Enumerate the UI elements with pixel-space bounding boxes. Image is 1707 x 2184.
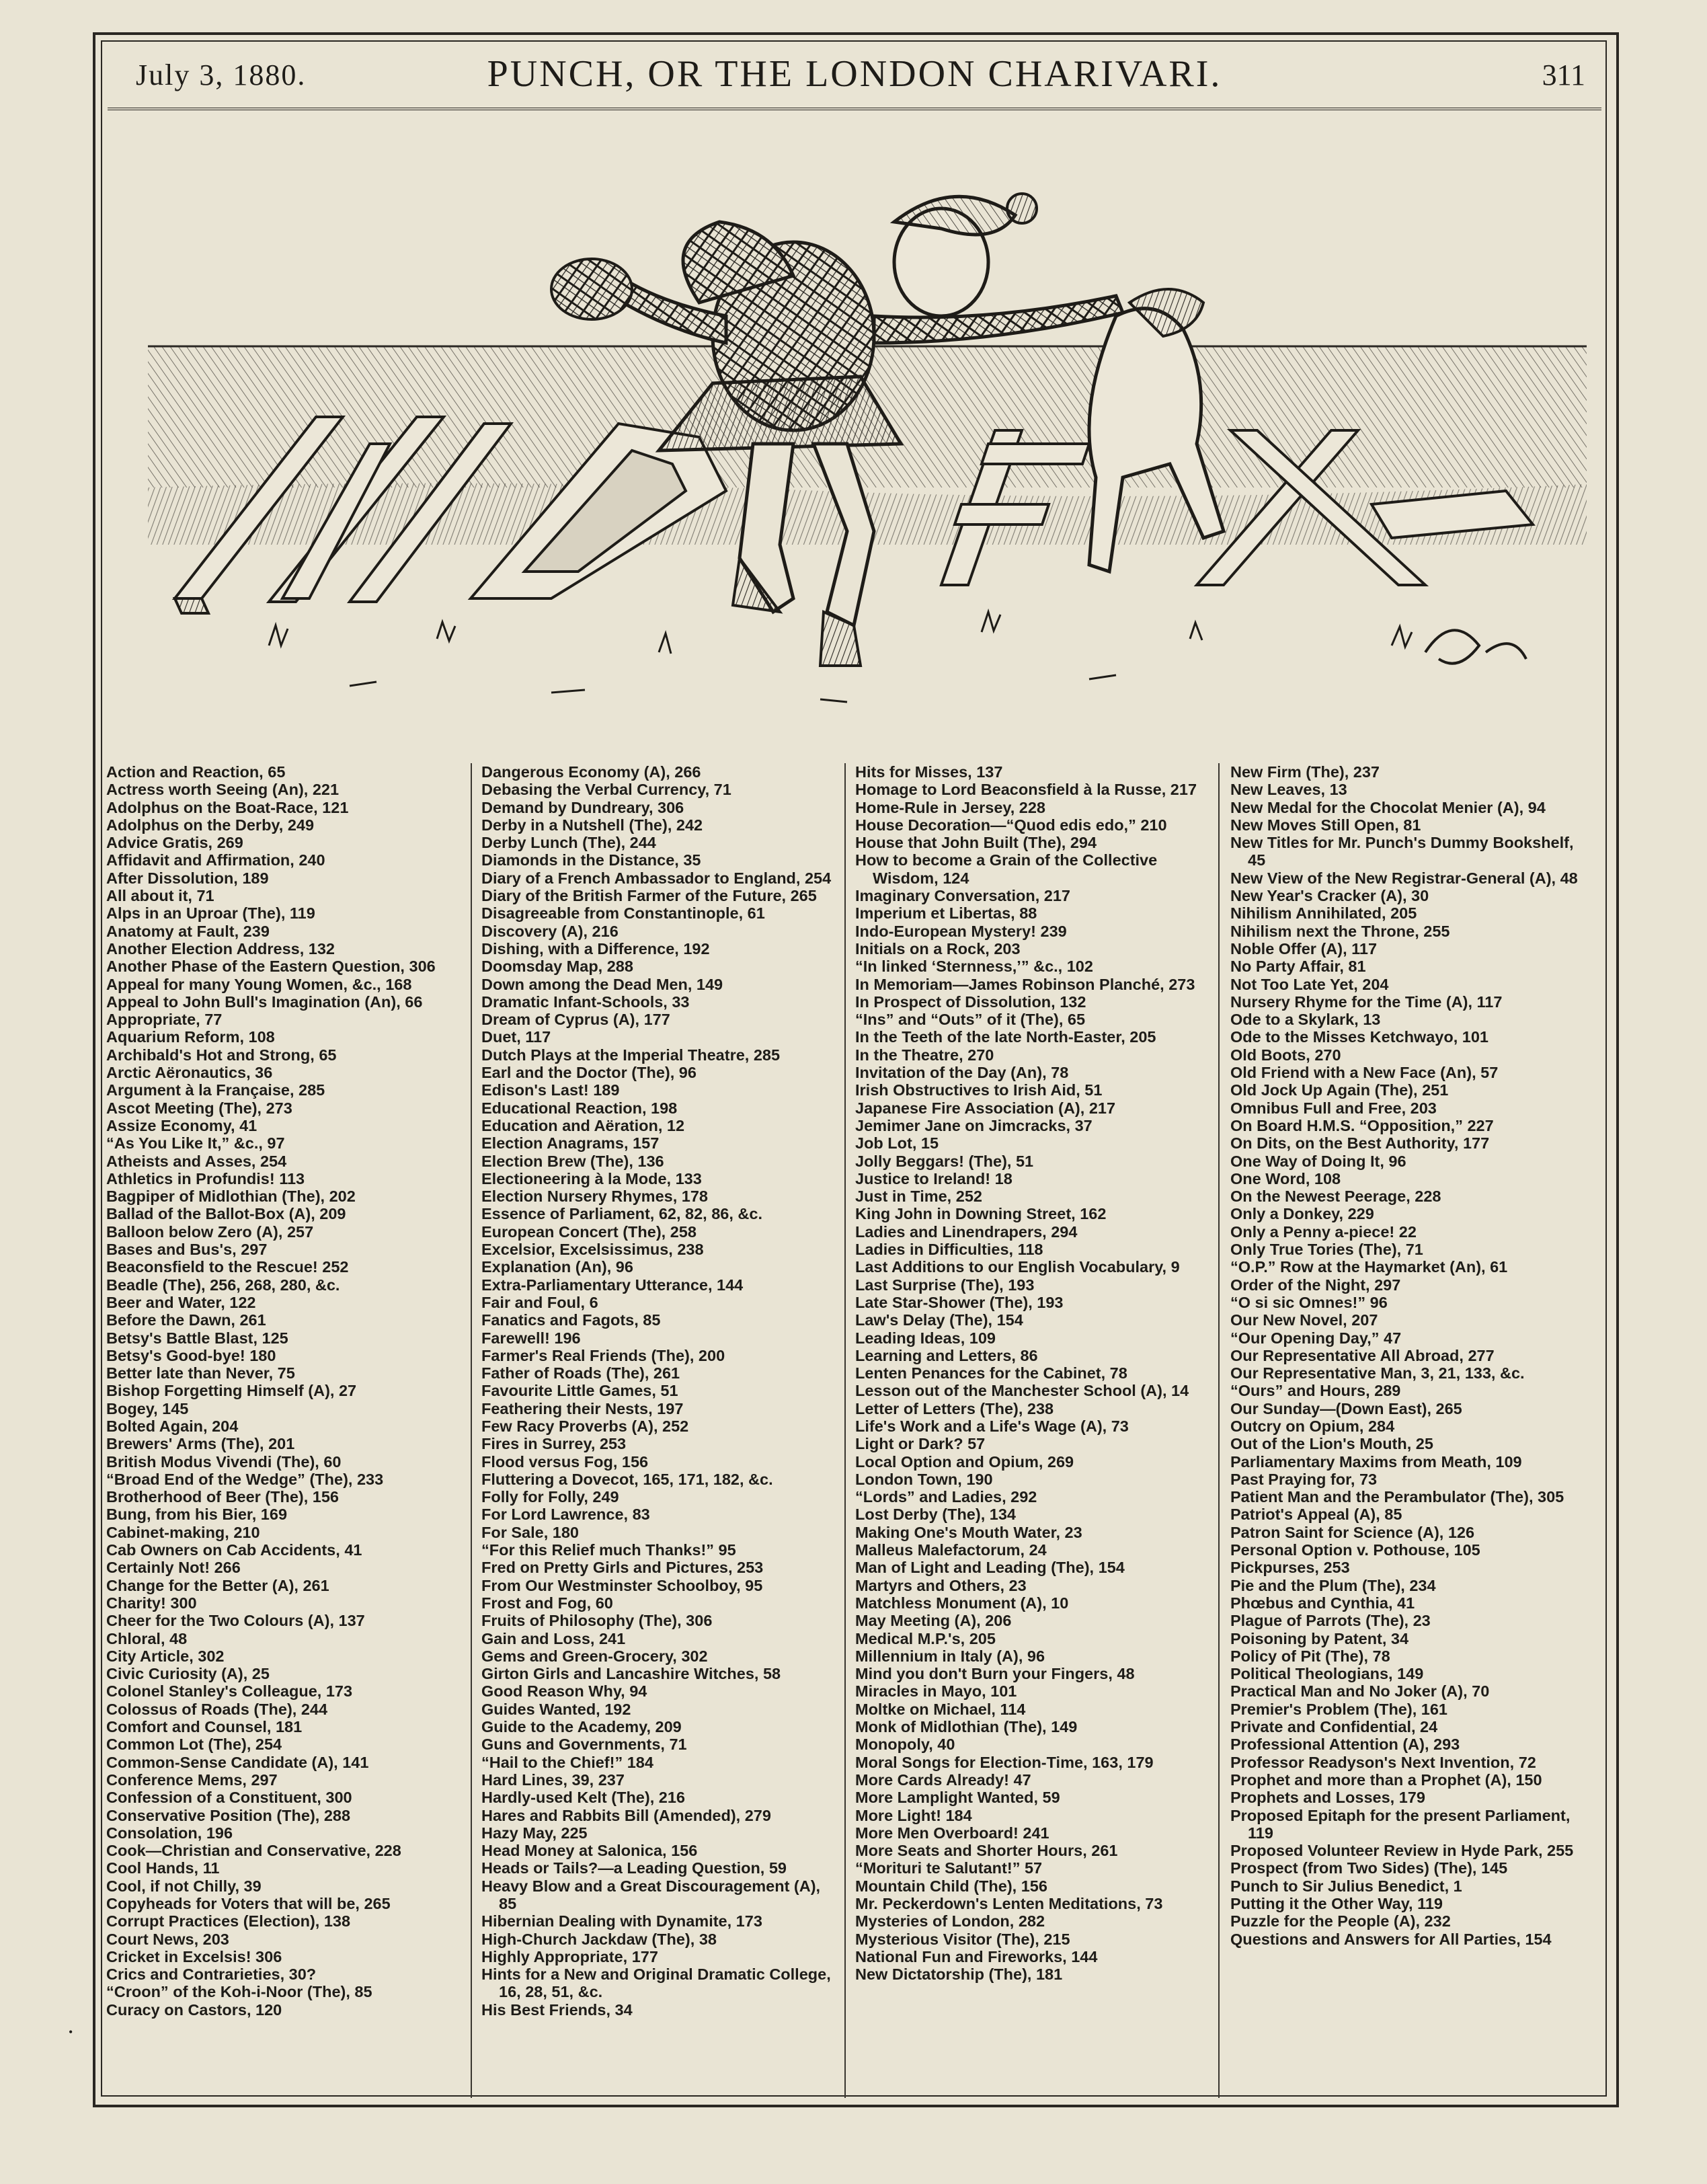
index-entry: Chloral, 48 (106, 1629, 188, 1647)
index-entry: “O si sic Omnes!” 96 (1230, 1293, 1388, 1311)
index-entry: Noble Offer (A), 117 (1230, 939, 1378, 958)
page-header (108, 46, 1601, 110)
index-entry: Beer and Water, 122 (106, 1293, 256, 1311)
index-entry: Favourite Little Games, 51 (481, 1382, 678, 1400)
index-entry: “Morituri te Salutant!” 57 (855, 1859, 1043, 1877)
index-entry: Mr. Peckerdown's Lenten Meditations, 73 (855, 1895, 1163, 1912)
index-entry: Questions and Answers for All Parties, 154 (1230, 1930, 1552, 1948)
index-entry: Beaconsfield to the Rescue! 252 (106, 1258, 349, 1276)
index-entry: Edison's Last! 189 (481, 1081, 620, 1099)
index-entry: Not Too Late Yet, 204 (1230, 975, 1389, 993)
index-entry: Only a Donkey, 229 (1230, 1205, 1374, 1223)
index-entry: Private and Confidential, 24 (1230, 1718, 1438, 1736)
index-entry: Lesson out of the Manchester School (A), 14 (855, 1382, 1189, 1400)
index-entry: Colossus of Roads (The), 244 (106, 1700, 328, 1718)
index-entry: New Year's Cracker (A), 30 (1230, 887, 1429, 905)
index-entry: “Lords” and Ladies, 292 (855, 1488, 1037, 1506)
index-entry: On Dits, on the Best Authority, 177 (1230, 1134, 1490, 1153)
index-entry: Old Jock Up Again (The), 251 (1230, 1081, 1449, 1099)
index-entry: Ode to a Skylark, 13 (1230, 1011, 1381, 1029)
index-entry: Aquarium Reform, 108 (106, 1028, 275, 1046)
index-entry: Crics and Contrarieties, 30? (106, 1965, 317, 1984)
index-entry: Leading Ideas, 109 (855, 1329, 996, 1347)
index-entry: High-Church Jackdaw (The), 38 (481, 1930, 717, 1948)
index-entry: Hits for Misses, 137 (855, 763, 1003, 781)
index-entry: Disagreeable from Constantinople, 61 (481, 904, 765, 923)
index-entry: “Ours” and Hours, 289 (1230, 1382, 1401, 1400)
index-entry: Our Representative All Abroad, 277 (1230, 1346, 1495, 1364)
index-entry: Letter of Letters (The), 238 (855, 1399, 1054, 1417)
index-entry: Beadle (The), 256, 268, 280, &c. (106, 1276, 340, 1294)
index-entry: Phœbus and Cynthia, 41 (1230, 1594, 1415, 1612)
index-entry: Practical Man and No Joker (A), 70 (1230, 1682, 1490, 1701)
index-entry: “As You Like It,” &c., 97 (106, 1134, 285, 1153)
index-entry: Imperium et Libertas, 88 (855, 904, 1037, 923)
index-entry: Ladies in Difficulties, 118 (855, 1241, 1043, 1259)
index-entry: Cook—Christian and Conservative, 228 (106, 1842, 401, 1860)
index-entry: Flood versus Fog, 156 (481, 1452, 649, 1471)
index-entry: Our New Novel, 207 (1230, 1311, 1378, 1329)
index-entry: Consolation, 196 (106, 1824, 233, 1842)
index-entry: Anatomy at Fault, 239 (106, 922, 270, 940)
index-entry: Fair and Foul, 6 (481, 1293, 598, 1311)
index-entry: Few Racy Proverbs (A), 252 (481, 1417, 689, 1435)
index-entry: Atheists and Asses, 254 (106, 1152, 287, 1170)
index-entry: Indo-European Mystery! 239 (855, 922, 1067, 940)
index-entry: Head Money at Salonica, 156 (481, 1842, 698, 1860)
index-entry: “O.P.” Row at the Haymarket (An), 61 (1230, 1258, 1508, 1276)
index-entry: Feathering their Nests, 197 (481, 1399, 684, 1417)
index-entry: Order of the Night, 297 (1230, 1276, 1401, 1294)
index-entry: Pie and the Plum (The), 234 (1230, 1576, 1436, 1594)
page-number: 311 (1542, 58, 1585, 91)
index-entry: Fred on Pretty Girls and Pictures, 253 (481, 1559, 764, 1577)
index-entry: Mind you don't Burn your Fingers, 48 (855, 1665, 1135, 1683)
index-entry: Court News, 203 (106, 1930, 229, 1948)
index-entry: Bagpiper of Midlothian (The), 202 (106, 1187, 356, 1206)
index-entry: Cool, if not Chilly, 39 (106, 1877, 262, 1895)
index-entry: Plague of Parrots (The), 23 (1230, 1612, 1431, 1630)
index-entry: Fruits of Philosophy (The), 306 (481, 1612, 713, 1630)
index-entry: Frost and Fog, 60 (481, 1594, 613, 1612)
index-entry: Out of the Lion's Mouth, 25 (1230, 1435, 1433, 1453)
index-entry: Hibernian Dealing with Dynamite, 173 (481, 1912, 762, 1930)
index-entry: City Article, 302 (106, 1647, 225, 1665)
index-entry: Affidavit and Affirmation, 240 (106, 851, 325, 869)
index-entry: Civic Curiosity (A), 25 (106, 1665, 270, 1683)
index-entry: Late Star-Shower (The), 193 (855, 1293, 1064, 1311)
index-entry: Gems and Green-Grocery, 302 (481, 1647, 708, 1665)
index-entry: Fanatics and Fagots, 85 (481, 1311, 661, 1329)
index-entry: Hints for a New and Original Dramatic College, 16, 28, 51, &c. (481, 1965, 831, 2001)
index-entry: Past Praying for, 73 (1230, 1470, 1378, 1488)
index-entry: For Lord Lawrence, 83 (481, 1506, 650, 1524)
index-entry: May Meeting (A), 206 (855, 1612, 1012, 1630)
index-entry: Before the Dawn, 261 (106, 1311, 266, 1329)
index-entry: Prophets and Losses, 179 (1230, 1789, 1425, 1807)
index-entry: Electioneering à la Mode, 133 (481, 1169, 702, 1187)
index-entry: Putting it the Other Way, 119 (1230, 1895, 1443, 1912)
index-entry: Dramatic Infant-Schools, 33 (481, 992, 690, 1011)
index-entry: Punch to Sir Julius Benedict, 1 (1230, 1877, 1462, 1895)
index-entry: House Decoration—“Quod edis edo,” 210 (855, 816, 1167, 834)
index-entry: European Concert (The), 258 (481, 1222, 697, 1241)
index-entry: Cricket in Excelsis! 306 (106, 1947, 282, 1965)
index-entry: Dutch Plays at the Imperial Theatre, 285 (481, 1046, 781, 1064)
index-entry: New Leaves, 13 (1230, 781, 1347, 799)
index-entry: Dangerous Economy (A), 266 (481, 763, 701, 781)
index-entry: Jemimer Jane on Jimcracks, 37 (855, 1116, 1093, 1134)
index-entry: Learning and Letters, 86 (855, 1346, 1038, 1364)
index-entry: Light or Dark? 57 (855, 1435, 986, 1453)
index-entry: British Modus Vivendi (The), 60 (106, 1452, 342, 1471)
index-entry: Guides Wanted, 192 (481, 1700, 631, 1718)
index-entry: Better late than Never, 75 (106, 1364, 295, 1382)
index-entry: Explanation (An), 96 (481, 1258, 633, 1276)
index-column-4 (1230, 763, 1588, 2095)
index-entry: Monk of Midlothian (The), 149 (855, 1718, 1078, 1736)
index-entry: Highly Appropriate, 177 (481, 1947, 658, 1965)
index-entry: Moltke on Michael, 114 (855, 1700, 1026, 1718)
index-entry: Diary of the British Farmer of the Future, 265 (481, 887, 817, 905)
index-entry: Dream of Cyprus (A), 177 (481, 1011, 670, 1029)
index-entry: Derby Lunch (The), 244 (481, 834, 656, 852)
index-entry: Hares and Rabbits Bill (Amended), 279 (481, 1806, 771, 1824)
index-entry: Brewers' Arms (The), 201 (106, 1435, 295, 1453)
index-entry: More Light! 184 (855, 1806, 972, 1824)
index-entry: Malleus Malefactorum, 24 (855, 1541, 1047, 1559)
index-entry: Jolly Beggars! (The), 51 (855, 1152, 1034, 1170)
index-entry: Invitation of the Day (An), 78 (855, 1064, 1069, 1082)
index-entry: Our Sunday—(Down East), 265 (1230, 1399, 1462, 1417)
index-entry: House that John Built (The), 294 (855, 834, 1097, 852)
index-entry: Lost Derby (The), 134 (855, 1506, 1016, 1524)
index-cartoon-illustration (148, 128, 1587, 733)
index-entry: Bung, from his Bier, 169 (106, 1506, 288, 1524)
index-entry: Election Anagrams, 157 (481, 1134, 660, 1153)
index-entry: Betsy's Battle Blast, 125 (106, 1329, 288, 1347)
index-entry: Mysterious Visitor (The), 215 (855, 1930, 1070, 1948)
index-entry: Father of Roads (The), 261 (481, 1364, 680, 1382)
index-entry: Japanese Fire Association (A), 217 (855, 1099, 1116, 1117)
index-entry: Home-Rule in Jersey, 228 (855, 798, 1045, 816)
index-entry: Local Option and Opium, 269 (855, 1452, 1074, 1471)
index-entry: Election Nursery Rhymes, 178 (481, 1187, 708, 1206)
index-entry: Advice Gratis, 269 (106, 834, 243, 852)
masthead-title: PUNCH, OR THE LONDON CHARIVARI. (487, 53, 1222, 95)
index-entry: New Dictatorship (The), 181 (855, 1965, 1063, 1984)
index-entry: Bogey, 145 (106, 1399, 189, 1417)
index-entry: “Our Opening Day,” 47 (1230, 1329, 1402, 1347)
index-entry: Argument à la Française, 285 (106, 1081, 325, 1099)
index-entry: Professional Attention (A), 293 (1230, 1736, 1460, 1754)
index-entry: Professor Readyson's Next Invention, 72 (1230, 1753, 1536, 1771)
index-entry: New View of the New Registrar-General (A), 48 (1230, 869, 1578, 887)
index-entry: Comfort and Counsel, 181 (106, 1718, 303, 1736)
index-entry: After Dissolution, 189 (106, 869, 269, 887)
index-entry: Matchless Monument (A), 10 (855, 1594, 1069, 1612)
index-entry: Demand by Dundreary, 306 (481, 798, 684, 816)
index-entry: King John in Downing Street, 162 (855, 1205, 1107, 1223)
issue-date: July 3, 1880. (136, 58, 307, 91)
index-entry: Imaginary Conversation, 217 (855, 887, 1070, 905)
index-entry: Pickpurses, 253 (1230, 1559, 1350, 1577)
index-entry: Omnibus Full and Free, 203 (1230, 1099, 1437, 1117)
index-entry: Mysteries of London, 282 (855, 1912, 1045, 1930)
index-entry: Heavy Blow and a Great Discouragement (A), 85 (481, 1877, 821, 1912)
index-entry: Justice to Ireland! 18 (855, 1169, 1013, 1187)
index-entry: Derby in a Nutshell (The), 242 (481, 816, 703, 834)
index-entry: Life's Work and a Life's Wage (A), 73 (855, 1417, 1129, 1435)
column-rule (844, 763, 846, 2098)
index-entry: Nihilism Annihilated, 205 (1230, 904, 1417, 923)
index-entry: Appeal to John Bull's Imagination (An), 66 (106, 992, 423, 1011)
index-entry: Moral Songs for Election-Time, 163, 179 (855, 1753, 1154, 1771)
index-entry: Poisoning by Patent, 34 (1230, 1629, 1409, 1647)
index-entry: Hardly-used Kelt (The), 216 (481, 1789, 685, 1807)
index-entry: On Board H.M.S. “Opposition,” 227 (1230, 1116, 1494, 1134)
index-entry: Betsy's Good-bye! 180 (106, 1346, 276, 1364)
index-entry: Lenten Penances for the Cabinet, 78 (855, 1364, 1127, 1382)
index-entry: Gain and Loss, 241 (481, 1629, 626, 1647)
index-entry: Confession of a Constituent, 300 (106, 1789, 352, 1807)
index-entry: Essence of Parliament, 62, 82, 86, &c. (481, 1205, 762, 1223)
index-entry: Conference Mems, 297 (106, 1770, 278, 1789)
index-entry: Assize Economy, 41 (106, 1116, 257, 1134)
index-entry: Heads or Tails?—a Leading Question, 59 (481, 1859, 787, 1877)
index-entry: Cool Hands, 11 (106, 1859, 220, 1877)
index-entry: Bases and Bus's, 297 (106, 1241, 268, 1259)
index-entry: Balloon below Zero (A), 257 (106, 1222, 314, 1241)
index-entry: Outcry on Opium, 284 (1230, 1417, 1395, 1435)
index-entry: Prophet and more than a Prophet (A), 150 (1230, 1770, 1542, 1789)
index-entry: Action and Reaction, 65 (106, 763, 286, 781)
index-entry: For Sale, 180 (481, 1523, 579, 1541)
index-entry: Another Election Address, 132 (106, 939, 335, 958)
index-entry: Last Surprise (The), 193 (855, 1276, 1035, 1294)
index-entry: Man of Light and Leading (The), 154 (855, 1559, 1125, 1577)
index-entry: Ladies and Linendrapers, 294 (855, 1222, 1078, 1241)
index-entry: Brotherhood of Beer (The), 156 (106, 1488, 340, 1506)
index-entry: Corrupt Practices (Election), 138 (106, 1912, 351, 1930)
index-entry: Law's Delay (The), 154 (855, 1311, 1023, 1329)
index-entry: Excelsior, Excelsissimus, 238 (481, 1241, 704, 1259)
index-entry: Proposed Epitaph for the present Parliament, 119 (1230, 1806, 1571, 1842)
index-entry: Ascot Meeting (The), 273 (106, 1099, 292, 1117)
index-entry: Policy of Pit (The), 78 (1230, 1647, 1390, 1665)
index-entry: Cabinet-making, 210 (106, 1523, 260, 1541)
index-entry: Bishop Forgetting Himself (A), 27 (106, 1382, 357, 1400)
index-entry: Martyrs and Others, 23 (855, 1576, 1027, 1594)
index-entry: Common-Sense Candidate (A), 141 (106, 1753, 369, 1771)
index-entry: Ode to the Misses Ketchwayo, 101 (1230, 1028, 1488, 1046)
index-entry: Educational Reaction, 198 (481, 1099, 678, 1117)
index-entry: Nihilism next the Throne, 255 (1230, 922, 1450, 940)
index-entry: Nursery Rhyme for the Time (A), 117 (1230, 992, 1503, 1011)
index-entry: His Best Friends, 34 (481, 2000, 633, 2019)
index-entry: Last Additions to our English Vocabulary, 9 (855, 1258, 1180, 1276)
index-entry: Patient Man and the Perambulator (The), 305 (1230, 1488, 1564, 1506)
index-entry: Parliamentary Maxims from Meath, 109 (1230, 1452, 1522, 1471)
index-entry: Charity! 300 (106, 1594, 197, 1612)
index-entry: Education and Aëration, 12 (481, 1116, 685, 1134)
index-entry: Diary of a French Ambassador to England, 254 (481, 869, 832, 887)
index-entry: Curacy on Castors, 120 (106, 2000, 282, 2019)
index-entry: One Way of Doing It, 96 (1230, 1152, 1406, 1170)
index-entry: All about it, 71 (106, 887, 214, 905)
index-entry: More Cards Already! 47 (855, 1770, 1031, 1789)
index-entry: Debasing the Verbal Currency, 71 (481, 781, 731, 799)
index-entry: Good Reason Why, 94 (481, 1682, 647, 1701)
index-entry: From Our Westminster Schoolboy, 95 (481, 1576, 763, 1594)
index-entry: No Party Affair, 81 (1230, 958, 1366, 976)
index-entry: More Men Overboard! 241 (855, 1824, 1049, 1842)
index-entry: Conservative Position (The), 288 (106, 1806, 351, 1824)
index-entry: Homage to Lord Beaconsfield à la Russe, 217 (855, 781, 1197, 799)
index-entry: Guide to the Academy, 209 (481, 1718, 682, 1736)
index-entry: Miracles in Mayo, 101 (855, 1682, 1017, 1701)
index-entry: Old Boots, 270 (1230, 1046, 1341, 1064)
index-entry: Extra-Parliamentary Utterance, 144 (481, 1276, 744, 1294)
index-entry: Earl and the Doctor (The), 96 (481, 1064, 697, 1082)
column-rule (471, 763, 472, 2098)
index-entry: Appeal for many Young Women, &c., 168 (106, 975, 412, 993)
index-entry: More Seats and Shorter Hours, 261 (855, 1842, 1118, 1860)
index-entry: Copyheads for Voters that will be, 265 (106, 1895, 391, 1912)
index-entry: One Word, 108 (1230, 1169, 1341, 1187)
index-entry: Election Brew (The), 136 (481, 1152, 664, 1170)
index-entry: Duet, 117 (481, 1028, 551, 1046)
column-rule (1218, 763, 1220, 2098)
index-entry: “Hail to the Chief!” 184 (481, 1753, 653, 1771)
index-entry: Discovery (A), 216 (481, 922, 619, 940)
index-entry: Puzzle for the People (A), 232 (1230, 1912, 1451, 1930)
index-entry: Mountain Child (The), 156 (855, 1877, 1047, 1895)
index-entry: How to become a Grain of the Collective Wisdom, 124 (855, 851, 1158, 887)
index-column-1 (106, 763, 464, 2095)
index-entry: Arctic Aëronautics, 36 (106, 1064, 273, 1082)
index-entry: National Fun and Fireworks, 144 (855, 1947, 1098, 1965)
index-entry: Folly for Folly, 249 (481, 1488, 619, 1506)
index-entry: Hazy May, 225 (481, 1824, 588, 1842)
index-entry: Girton Girls and Lancashire Witches, 58 (481, 1665, 781, 1683)
index-entry: Monopoly, 40 (855, 1736, 955, 1754)
index-entry: Another Phase of the Eastern Question, 306 (106, 958, 436, 976)
index-entry: New Medal for the Chocolat Menier (A), 94 (1230, 798, 1546, 816)
index-entry: Colonel Stanley's Colleague, 173 (106, 1682, 353, 1701)
index-entry: New Moves Still Open, 81 (1230, 816, 1421, 834)
index-entry: Personal Option v. Pothouse, 105 (1230, 1541, 1480, 1559)
index-entry: Only True Tories (The), 71 (1230, 1241, 1423, 1259)
index-entry: Farewell! 196 (481, 1329, 581, 1347)
index-entry: Premier's Problem (The), 161 (1230, 1700, 1447, 1718)
index-entry: Millennium in Italy (A), 96 (855, 1647, 1045, 1665)
index-entry: In the Theatre, 270 (855, 1046, 994, 1064)
index-entry: Our Representative Man, 3, 21, 133, &c. (1230, 1364, 1525, 1382)
index-entry: Actress worth Seeing (An), 221 (106, 781, 340, 799)
index-entry: “Croon” of the Koh-i-Noor (The), 85 (106, 1983, 372, 2001)
index-entry: Dishing, with a Difference, 192 (481, 939, 710, 958)
index-entry: Fluttering a Dovecot, 165, 171, 182, &c. (481, 1470, 773, 1488)
index-column-2 (481, 763, 839, 2095)
index-entry: Job Lot, 15 (855, 1134, 939, 1153)
index-entry: London Town, 190 (855, 1470, 993, 1488)
index-entry: Irish Obstructives to Irish Aid, 51 (855, 1081, 1103, 1099)
index-entry: Old Friend with a New Face (An), 57 (1230, 1064, 1499, 1082)
index-entry: Fires in Surrey, 253 (481, 1435, 627, 1453)
index-entry: “Ins” and “Outs” of it (The), 65 (855, 1011, 1086, 1029)
index-entry: Initials on a Rock, 203 (855, 939, 1021, 958)
index-entry: Adolphus on the Boat-Race, 121 (106, 798, 349, 816)
index-entry: Ballad of the Ballot-Box (A), 209 (106, 1205, 346, 1223)
index-entry: New Firm (The), 237 (1230, 763, 1380, 781)
index-entry: Certainly Not! 266 (106, 1559, 241, 1577)
index-entry: On the Newest Peerage, 228 (1230, 1187, 1441, 1206)
index-column-3 (855, 763, 1213, 2095)
index-entry: More Lamplight Wanted, 59 (855, 1789, 1060, 1807)
index-entry: Adolphus on the Derby, 249 (106, 816, 315, 834)
index-entry: Just in Time, 252 (855, 1187, 982, 1206)
index-entry: Proposed Volunteer Review in Hyde Park, 255 (1230, 1842, 1574, 1860)
index-entry: Political Theologians, 149 (1230, 1665, 1424, 1683)
index-entry: Medical M.P.'s, 205 (855, 1629, 996, 1647)
index-entry: Prospect (from Two Sides) (The), 145 (1230, 1859, 1508, 1877)
margin-dot: • (69, 2025, 73, 2039)
index-entry: Doomsday Map, 288 (481, 958, 633, 976)
index-entry: In Prospect of Dissolution, 132 (855, 992, 1086, 1011)
index-entry: Making One's Mouth Water, 23 (855, 1523, 1082, 1541)
index-entry: Bolted Again, 204 (106, 1417, 239, 1435)
index-entry: Diamonds in the Distance, 35 (481, 851, 701, 869)
index-entry: Farmer's Real Friends (The), 200 (481, 1346, 725, 1364)
index-entry: Change for the Better (A), 261 (106, 1576, 329, 1594)
index-entry: Appropriate, 77 (106, 1011, 223, 1029)
index-listing (101, 763, 1604, 2095)
index-entry: Alps in an Uproar (The), 119 (106, 904, 315, 923)
index-entry: In Memoriam—James Robinson Planché, 273 (855, 975, 1195, 993)
index-entry: Athletics in Profundis! 113 (106, 1169, 305, 1187)
index-entry: In the Teeth of the late North-Easter, 205 (855, 1028, 1156, 1046)
index-entry: Patriot's Appeal (A), 85 (1230, 1506, 1402, 1524)
index-entry: Archibald's Hot and Strong, 65 (106, 1046, 337, 1064)
index-entry: Cheer for the Two Colours (A), 137 (106, 1612, 365, 1630)
index-entry: Hard Lines, 39, 237 (481, 1770, 625, 1789)
index-entry: Only a Penny a-piece! 22 (1230, 1222, 1417, 1241)
index-entry: New Titles for Mr. Punch's Dummy Bookshelf, 45 (1230, 834, 1574, 869)
index-entry: Cab Owners on Cab Accidents, 41 (106, 1541, 362, 1559)
index-entry: Patron Saint for Science (A), 126 (1230, 1523, 1475, 1541)
index-entry: “Broad End of the Wedge” (The), 233 (106, 1470, 384, 1488)
index-entry: Common Lot (The), 254 (106, 1736, 282, 1754)
index-entry: Down among the Dead Men, 149 (481, 975, 723, 993)
artist-monogram (1425, 630, 1526, 663)
index-entry: Guns and Governments, 71 (481, 1736, 687, 1754)
index-entry: “In linked ‘Sternness,’” &c., 102 (855, 958, 1093, 976)
index-entry: “For this Relief much Thanks!” 95 (481, 1541, 736, 1559)
